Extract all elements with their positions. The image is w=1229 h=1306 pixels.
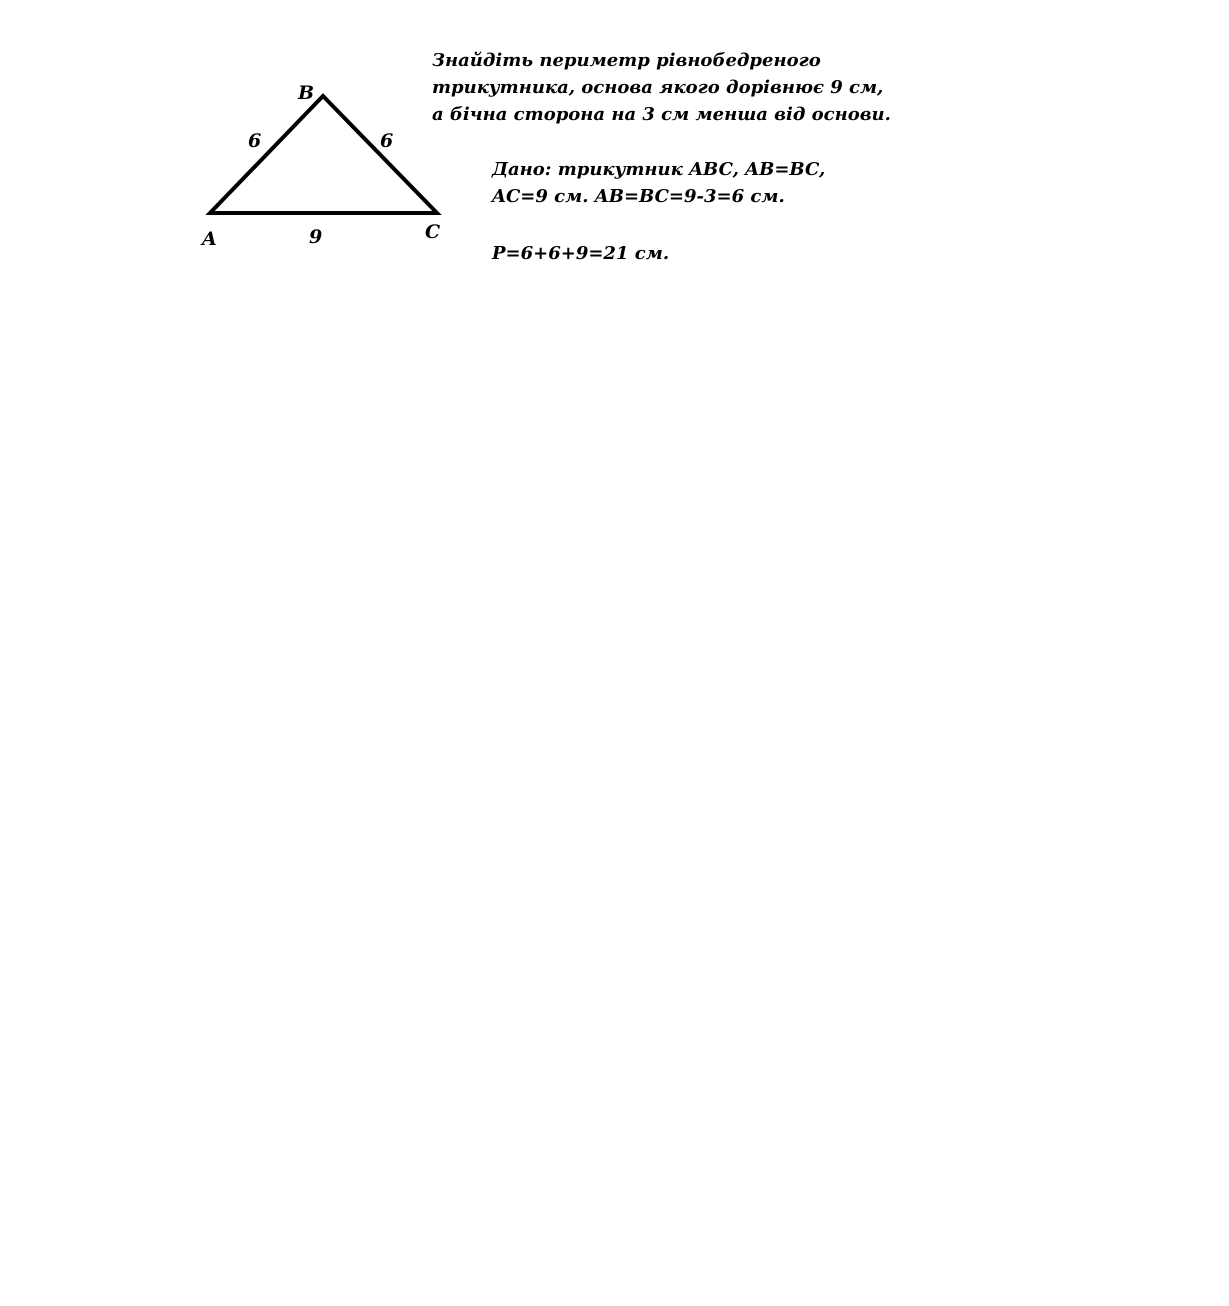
vertex-label-a: A [202,228,217,250]
side-label-ab: 6 [248,130,262,152]
result-line: P=6+6+9=21 см. [492,243,670,264]
given-line: AC=9 см. AB=BC=9-3=6 см. [492,186,785,207]
side-label-ac: 9 [309,226,323,248]
problem-line: трикутника, основа якого дорівнює 9 см, [432,77,884,98]
vertex-label-c: C [425,221,441,243]
vertex-label-b: B [298,82,315,104]
perimeter-result [492,240,669,267]
given-line: Дано: трикутник ABC, AB=BC, [492,159,826,180]
problem-statement [432,47,891,128]
side-label-bc: 6 [380,130,394,152]
problem-line: Знайдіть периметр рівнобедреного [432,50,821,71]
given-block [492,156,825,210]
problem-line: а бічна сторона на 3 см менша від основи. [432,104,891,125]
triangle-abc [210,96,437,213]
